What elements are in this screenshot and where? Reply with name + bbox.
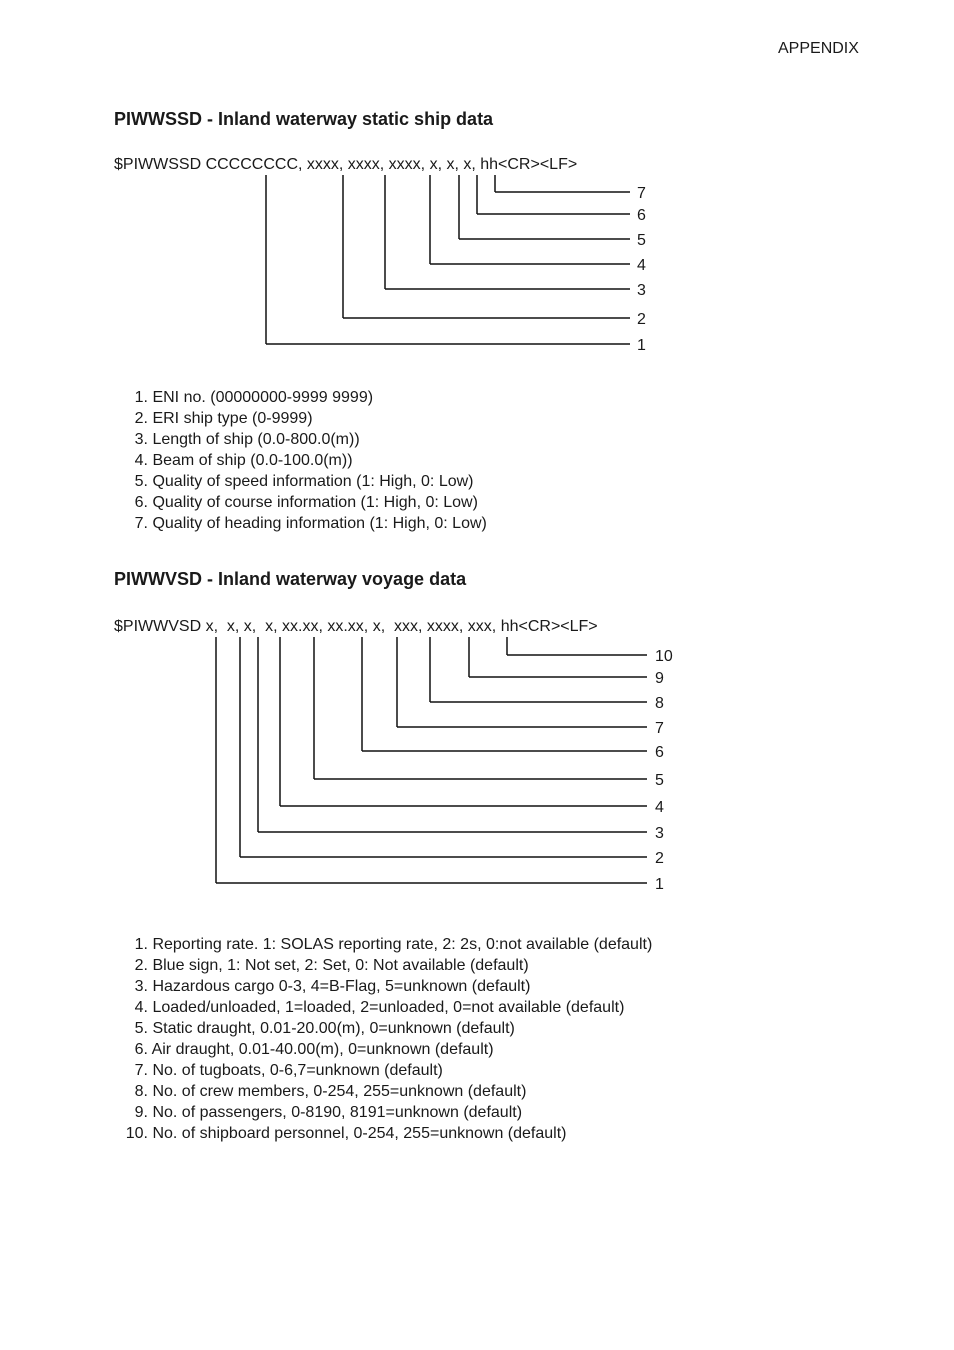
ssd-callout-number: 1: [637, 337, 646, 354]
ssd-field-text: Quality of speed information (1: High, 0: Low): [148, 473, 474, 490]
vsd-field-number: 6.: [134, 1041, 148, 1058]
vsd-field-text: No. of tugboats, 0-6,7=unknown (default): [148, 1062, 443, 1079]
vsd-callout-number: 8: [655, 695, 664, 712]
ssd-callout-number: 4: [637, 257, 646, 274]
vsd-field-text: Blue sign, 1: Not set, 2: Set, 0: Not available (default): [148, 957, 529, 974]
ssd-field-text: ERI ship type (0-9999): [148, 410, 313, 427]
vsd-field-number: 1.: [134, 936, 148, 953]
vsd-callout-number: 7: [655, 720, 664, 737]
vsd-field-text: Air draught, 0.01-40.00(m), 0=unknown (default): [148, 1041, 494, 1058]
vsd-field-list: [120, 934, 652, 1144]
ssd-field-number: 2.: [134, 410, 148, 427]
vsd-field-text: Hazardous cargo 0-3, 4=B-Flag, 5=unknown (default): [148, 978, 531, 995]
vsd-field-number: 4.: [134, 999, 148, 1016]
vsd-callout-number: 3: [655, 825, 664, 842]
vsd-callout-number: 6: [655, 744, 664, 761]
ssd-field-number: 7.: [134, 515, 148, 532]
ssd-callout-number: 7: [637, 185, 646, 202]
vsd-callout-number: 9: [655, 670, 664, 687]
vsd-field-item: [120, 934, 652, 955]
ssd-callout-number: 3: [637, 282, 646, 299]
vsd-callout-number: 10: [655, 648, 673, 665]
vsd-field-number: 9.: [134, 1104, 148, 1121]
vsd-callout-number: 1: [655, 876, 664, 893]
vsd-callout-number: 4: [655, 799, 664, 816]
ssd-field-number: 3.: [134, 431, 148, 448]
vsd-field-number: 7.: [134, 1062, 148, 1079]
ssd-callout-number: 5: [637, 232, 646, 249]
appendix-header: APPENDIX: [778, 40, 859, 57]
vsd-field-text: Static draught, 0.01-20.00(m), 0=unknown (default): [148, 1020, 515, 1037]
ssd-field-text: ENI no. (00000000-9999 9999): [148, 389, 374, 406]
vsd-field-item: [120, 1039, 652, 1060]
vsd-field-text: No. of passengers, 0-8190, 8191=unknown (default): [148, 1104, 523, 1121]
ssd-field-number: 6.: [134, 494, 148, 511]
vsd-section-title: PIWWVSD - Inland waterway voyage data: [114, 569, 467, 589]
vsd-field-number: 8.: [134, 1083, 148, 1100]
ssd-field-text: Length of ship (0.0-800.0(m)): [148, 431, 360, 448]
vsd-field-item: [120, 1123, 652, 1144]
vsd-field-item: [120, 1060, 652, 1081]
vsd-field-number: 2.: [134, 957, 148, 974]
vsd-field-number: 3.: [134, 978, 148, 995]
ssd-field-text: Beam of ship (0.0-100.0(m)): [148, 452, 353, 469]
vsd-field-number: 5.: [134, 1020, 148, 1037]
ssd-field-text: Quality of heading information (1: High, 0: Low): [148, 515, 487, 532]
ssd-field-text: Quality of course information (1: High, 0: Low): [148, 494, 478, 511]
vsd-callout-number: 5: [655, 772, 664, 789]
ssd-callout-number: 6: [637, 207, 646, 224]
vsd-field-text: Loaded/unloaded, 1=loaded, 2=unloaded, 0=not available (default): [148, 999, 625, 1016]
ssd-section-title: PIWWSSD - Inland waterway static ship data: [114, 109, 494, 129]
vsd-callout-number: 2: [655, 850, 664, 867]
vsd-field-text: No. of crew members, 0-254, 255=unknown (default): [148, 1083, 527, 1100]
vsd-field-number: 10.: [125, 1125, 148, 1142]
ssd-sentence-syntax: $PIWWSSD CCCCCCCC, xxxx, xxxx, xxxx, x, x, x, hh<CR><LF>: [114, 156, 578, 173]
ssd-field-number: 4.: [134, 452, 148, 469]
vsd-field-item: [120, 955, 652, 976]
vsd-field-item: [120, 976, 652, 997]
ssd-callout-number: 2: [637, 311, 646, 328]
ssd-field-number: 5.: [134, 473, 148, 490]
vsd-field-text: No. of shipboard personnel, 0-254, 255=unknown (default): [148, 1125, 567, 1142]
vsd-sentence-syntax: $PIWWVSD x, x, x, x, xx.xx, xx.xx, x, xxx, xxxx, xxx, hh<CR><LF>: [114, 618, 598, 635]
vsd-field-item: [120, 1102, 652, 1123]
vsd-field-text: Reporting rate. 1: SOLAS reporting rate, 2: 2s, 0:not available (default): [148, 936, 653, 953]
ssd-field-number: 1.: [134, 389, 148, 406]
vsd-field-item: [120, 997, 652, 1018]
vsd-field-item: [120, 1081, 652, 1102]
vsd-field-item: [120, 1018, 652, 1039]
